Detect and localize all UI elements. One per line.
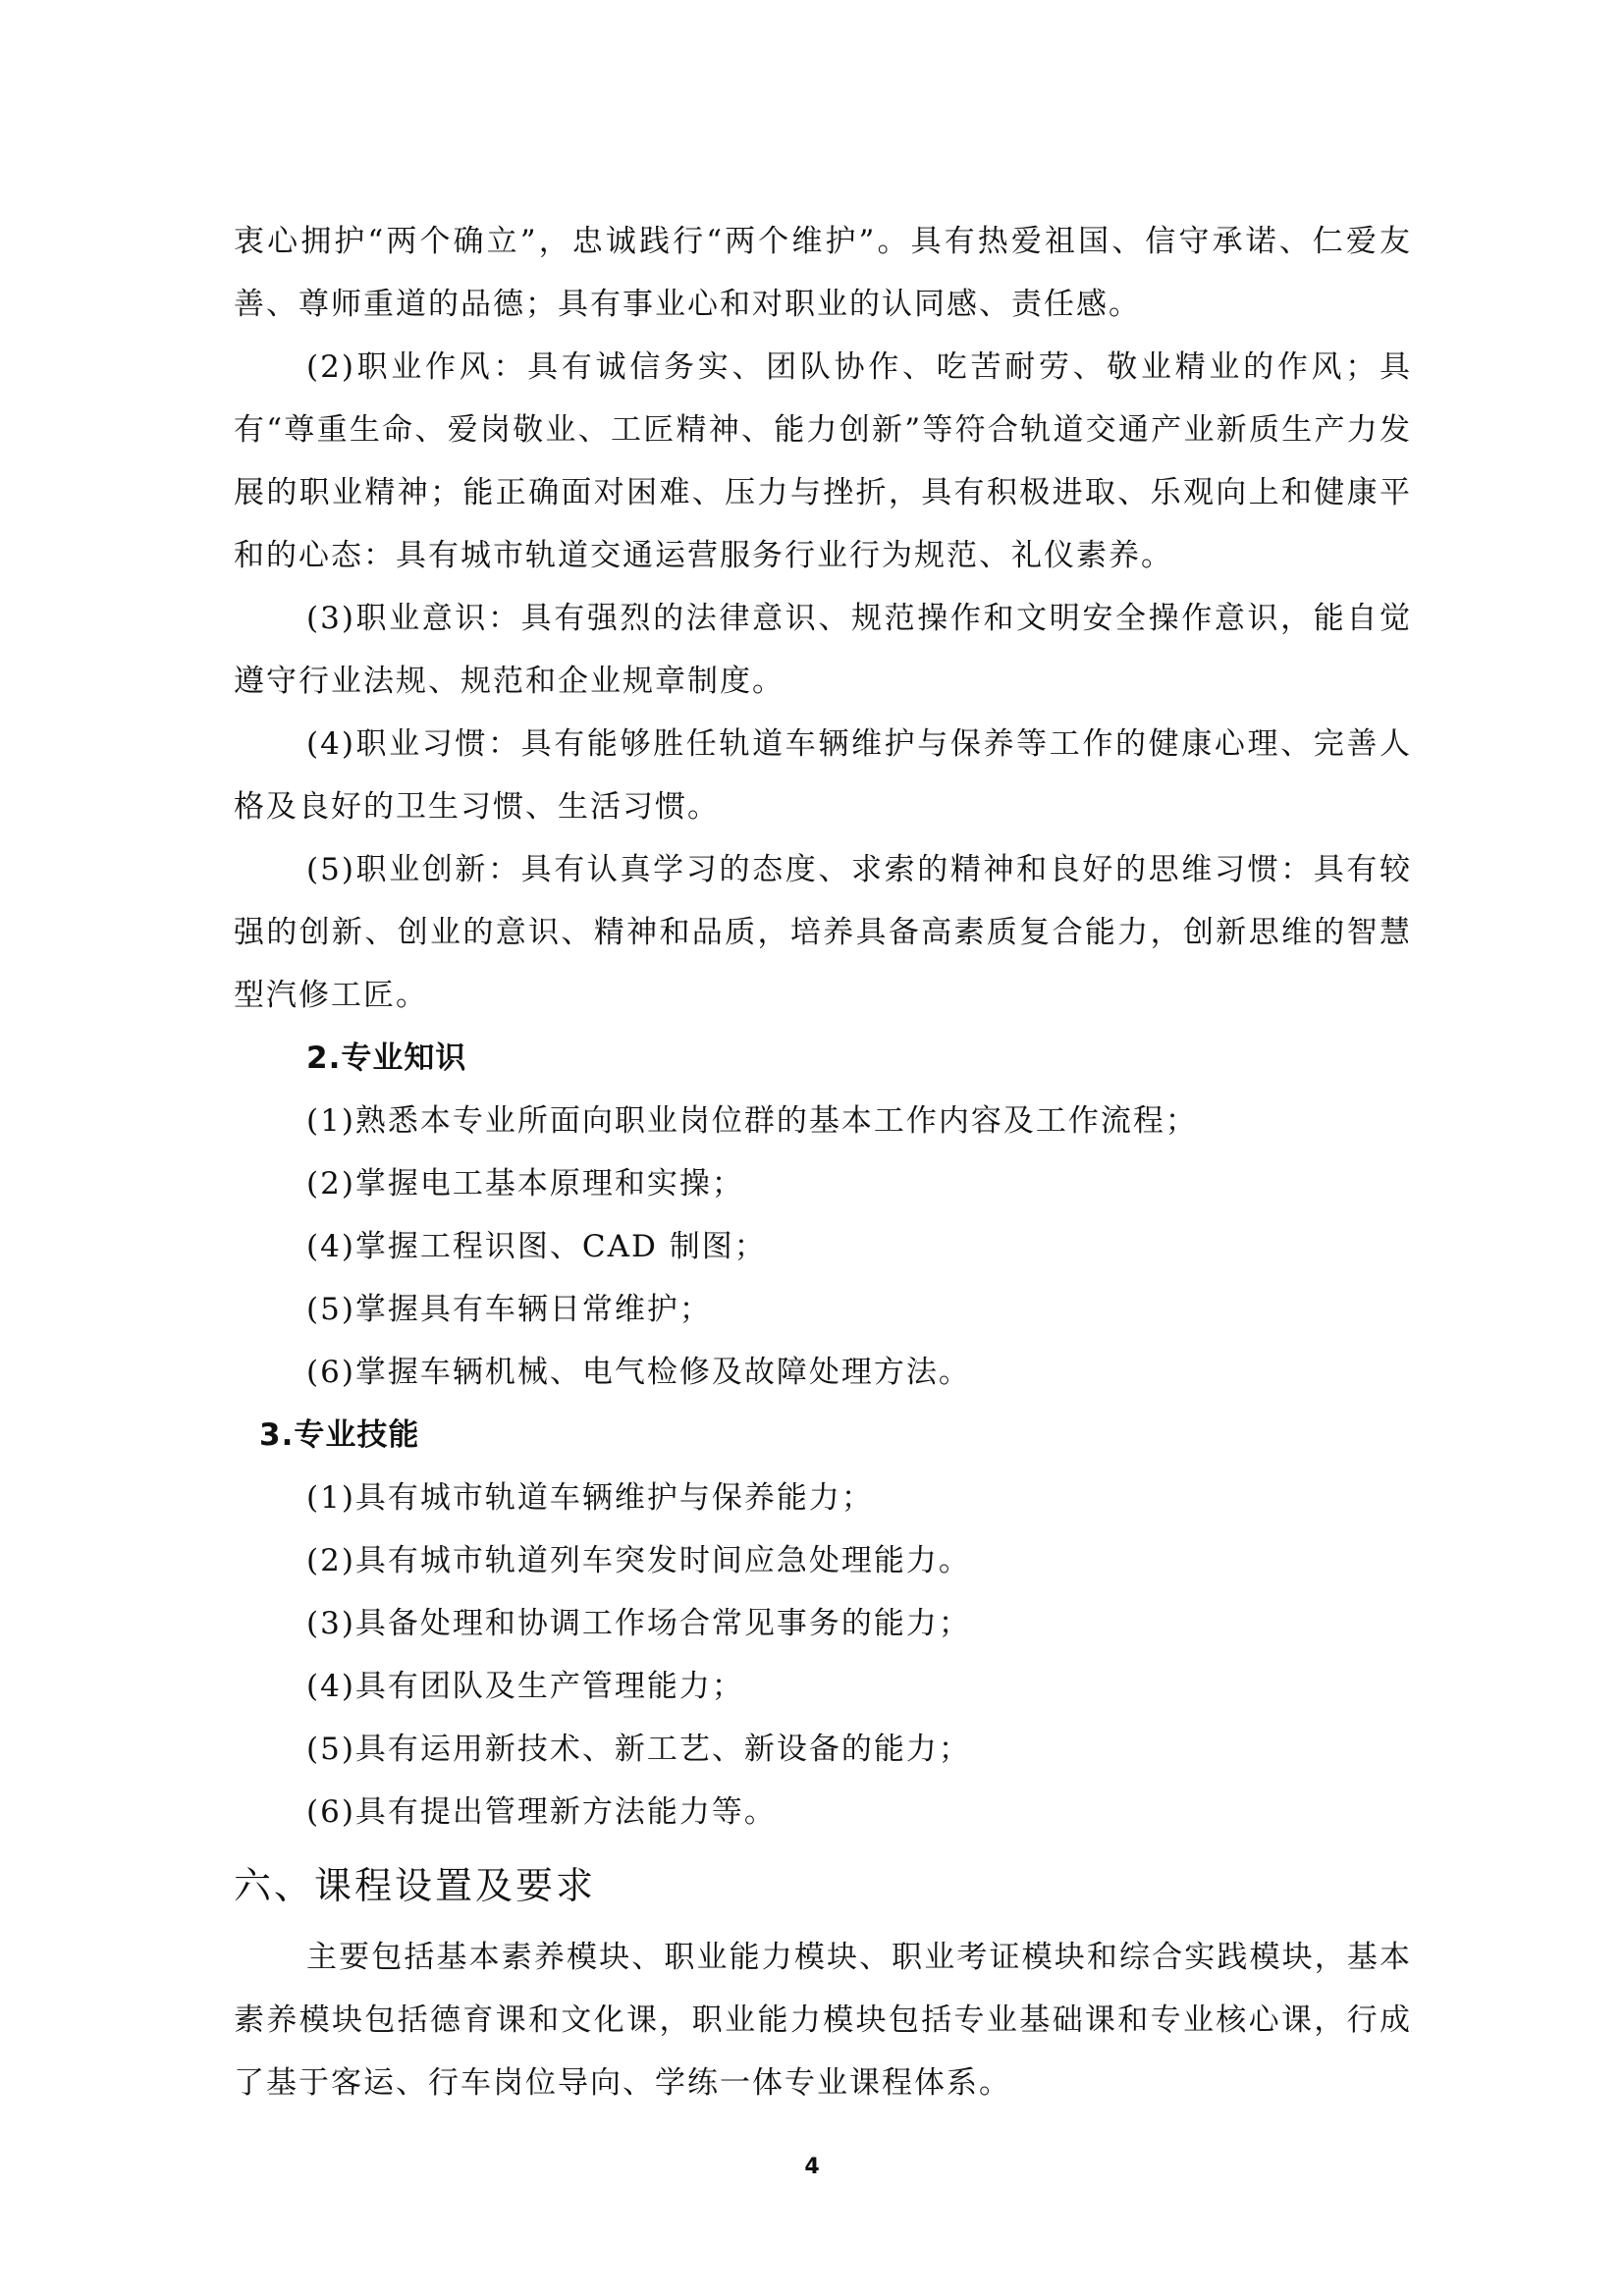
heading-professional-knowledge: 2.专业知识 [306,1041,467,1076]
page-content [234,210,1412,2114]
page-number: 4 [804,2155,820,2179]
list-item: (1)熟悉本专业所面向职业岗位群的基本工作内容及工作流程； [306,1103,1198,1139]
list-item: (5)掌握具有车辆日常维护； [306,1292,712,1327]
list-item: (1)具有城市轨道车辆维护与保养能力； [306,1480,874,1516]
paragraph-work-style: (2)职业作风：具有诚信务实、团队协作、吃苦耐劳、敬业精业的作风；具有“尊重生命、爱岗敬业、工匠精神、能力创新”等符合轨道交通产业新质生产力发展的职业精神；能正确面对困难、压力与挫折，具有积极进取、乐观向上和健康平和的心态：具有城市轨道交通运营服务行业行为规范、礼仪素养。 [234,349,1412,573]
paragraph-innovation: (5)职业创新：具有认真学习的态度、求索的精神和良好的思维习惯：具有较强的创新、创业的意识、精神和品质，培养具备高素质复合能力，创新思维的智慧型汽修工匠。 [234,852,1412,1013]
list-item: (3)具备处理和协调工作场合常见事务的能力； [306,1606,971,1641]
paragraph-professional-ethics-continued: 衷心拥护“两个确立”，忠诚践行“两个维护”。具有热爱祖国、信守承诺、仁爱友善、尊师重道的品德；具有事业心和对职业的认同感、责任感。 [234,224,1412,322]
list-item: (4)具有团队及生产管理能力； [306,1669,744,1704]
heading-professional-skills: 3.专业技能 [259,1417,420,1453]
list-item: (2)掌握电工基本原理和实操； [306,1166,744,1201]
list-item: (4)掌握工程识图、CAD 制图； [306,1229,767,1264]
list-professional-knowledge [234,1090,1412,1404]
paragraph-professional-awareness: (3)职业意识：具有强烈的法律意识、规范操作和文明安全操作意识，能自觉遵守行业法规、规范和企业规章制度。 [234,601,1412,699]
paragraph-curriculum: 主要包括基本素养模块、职业能力模块、职业考证模块和综合实践模块，基本素养模块包括德育课和文化课，职业能力模块包括专业基础课和专业核心课，行成了基于客运、行车岗位导向、学练一体专业课程体系。 [234,1940,1412,2101]
list-item: (2)具有城市轨道列车突发时间应急处理能力。 [306,1543,971,1578]
list-item: (6)掌握车辆机械、电气检修及故障处理方法。 [306,1355,971,1390]
list-item: (6)具有提出管理新方法能力等。 [306,1794,777,1830]
paragraph-work-habits: (4)职业习惯：具有能够胜任轨道车辆维护与保养等工作的健康心理、完善人格及良好的卫生习惯、生活习惯。 [234,726,1412,825]
list-item: (5)具有运用新技术、新工艺、新设备的能力； [306,1732,971,1767]
section-heading-curriculum: 六、课程设置及要求 [234,1864,597,1907]
list-professional-skills [234,1467,1412,1843]
